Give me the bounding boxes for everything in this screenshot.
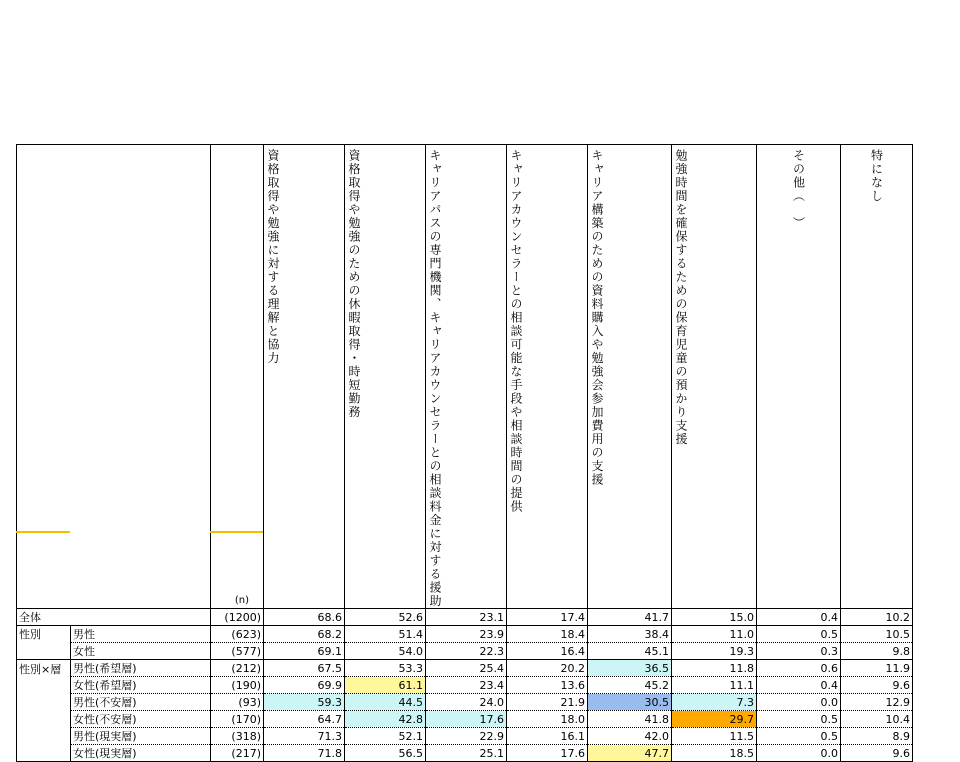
row-label: 女性(現実層): [71, 745, 211, 762]
table-row: [17, 626, 913, 643]
underline-accent: [210, 531, 263, 533]
table-row: [17, 643, 913, 660]
row-label: 女性(不安層): [71, 711, 211, 728]
cell: 0.5: [757, 626, 841, 643]
column-header: 勉強時間を確保するための保育児童の預かり支援: [672, 145, 757, 609]
cell: 11.0: [672, 626, 757, 643]
cell: 64.7: [264, 711, 345, 728]
cell: 0.5: [757, 711, 841, 728]
column-header: 特になし: [841, 145, 913, 609]
n-value: (1200): [211, 609, 264, 626]
cell: 16.1: [507, 728, 588, 745]
cell: 19.3: [672, 643, 757, 660]
cell: 52.6: [345, 609, 426, 626]
column-header: キャリアカウンセラーとの相談可能な手段や相談時間の提供: [507, 145, 588, 609]
cell: 11.5: [672, 728, 757, 745]
cell-highlight: 47.7: [588, 745, 672, 762]
n-value: (217): [211, 745, 264, 762]
table-row: [17, 694, 913, 711]
cell: 67.5: [264, 660, 345, 677]
cell: 20.2: [507, 660, 588, 677]
cell: 51.4: [345, 626, 426, 643]
group-label-sex: 性別: [17, 626, 71, 660]
cell: 45.2: [588, 677, 672, 694]
n-value: (212): [211, 660, 264, 677]
cell: 68.6: [264, 609, 345, 626]
row-label: 女性: [71, 643, 211, 660]
cell: 42.0: [588, 728, 672, 745]
column-header: 資格取得や勉強のための休暇取得・時短勤務: [345, 145, 426, 609]
cell: 11.9: [841, 660, 913, 677]
cell: 41.8: [588, 711, 672, 728]
underline-accent: [16, 531, 70, 533]
cell: 21.9: [507, 694, 588, 711]
n-value: (170): [211, 711, 264, 728]
cell: 15.0: [672, 609, 757, 626]
cell-highlight: 30.5: [588, 694, 672, 711]
column-header: キャリア構築のための資料購入や勉強会参加費用の支援: [588, 145, 672, 609]
cell: 0.3: [757, 643, 841, 660]
cell: 69.1: [264, 643, 345, 660]
column-header: 資格取得や勉強に対する理解と協力: [264, 145, 345, 609]
row-label: 女性(希望層): [71, 677, 211, 694]
row-label: 男性: [71, 626, 211, 643]
survey-table: [16, 144, 913, 762]
n-value: (577): [211, 643, 264, 660]
cell: 13.6: [507, 677, 588, 694]
cell: 71.3: [264, 728, 345, 745]
column-header: その他（ ）: [757, 145, 841, 609]
table-row: [17, 745, 913, 762]
cell: 24.0: [426, 694, 507, 711]
cell: 0.0: [757, 694, 841, 711]
cell: 0.4: [757, 609, 841, 626]
cell: 69.9: [264, 677, 345, 694]
row-label: 男性(現実層): [71, 728, 211, 745]
cell: 68.2: [264, 626, 345, 643]
cell: 56.5: [345, 745, 426, 762]
cell: 23.1: [426, 609, 507, 626]
cell: 0.0: [757, 745, 841, 762]
n-value: (318): [211, 728, 264, 745]
cell: 22.9: [426, 728, 507, 745]
table-row: [17, 711, 913, 728]
cell: 0.6: [757, 660, 841, 677]
cell-highlight: 17.6: [426, 711, 507, 728]
column-header: キャリアパスの専門機関、キャリアカウンセラーとの相談料金に対する援助: [426, 145, 507, 609]
cell: 10.5: [841, 626, 913, 643]
cell: 22.3: [426, 643, 507, 660]
n-value: (93): [211, 694, 264, 711]
cell-highlight: 42.8: [345, 711, 426, 728]
cell: 10.2: [841, 609, 913, 626]
cell: 11.1: [672, 677, 757, 694]
cell: 9.8: [841, 643, 913, 660]
cell: 12.9: [841, 694, 913, 711]
cell: 9.6: [841, 677, 913, 694]
cell: 16.4: [507, 643, 588, 660]
n-value: (190): [211, 677, 264, 694]
cell-highlight: 59.3: [264, 694, 345, 711]
n-header: (n): [211, 145, 264, 609]
cell: 25.1: [426, 745, 507, 762]
table-row: [17, 609, 913, 626]
header-corner: [17, 145, 211, 609]
cell: 17.4: [507, 609, 588, 626]
cell-highlight: 29.7: [672, 711, 757, 728]
table-row: [17, 660, 913, 677]
table-row: [17, 728, 913, 745]
row-label: 男性(希望層): [71, 660, 211, 677]
cell: 17.6: [507, 745, 588, 762]
cell: 23.9: [426, 626, 507, 643]
cell: 23.4: [426, 677, 507, 694]
cell: 25.4: [426, 660, 507, 677]
cell: 9.6: [841, 745, 913, 762]
header-row: [17, 145, 913, 609]
cell: 18.0: [507, 711, 588, 728]
cell: 0.5: [757, 728, 841, 745]
cell: 8.9: [841, 728, 913, 745]
cell: 18.5: [672, 745, 757, 762]
cell: 45.1: [588, 643, 672, 660]
cell-highlight: 44.5: [345, 694, 426, 711]
group-label-sex-layer: 性別×層: [17, 660, 71, 762]
n-value: (623): [211, 626, 264, 643]
cell: 18.4: [507, 626, 588, 643]
cell: 71.8: [264, 745, 345, 762]
cell: 38.4: [588, 626, 672, 643]
cell: 53.3: [345, 660, 426, 677]
cell-highlight: 61.1: [345, 677, 426, 694]
cell-highlight: 7.3: [672, 694, 757, 711]
row-label: 全体: [17, 609, 211, 626]
cell: 54.0: [345, 643, 426, 660]
cell: 41.7: [588, 609, 672, 626]
cell: 10.4: [841, 711, 913, 728]
cell: 0.4: [757, 677, 841, 694]
cell: 52.1: [345, 728, 426, 745]
cell: 11.8: [672, 660, 757, 677]
table-row: [17, 677, 913, 694]
cell-highlight: 36.5: [588, 660, 672, 677]
row-label: 男性(不安層): [71, 694, 211, 711]
